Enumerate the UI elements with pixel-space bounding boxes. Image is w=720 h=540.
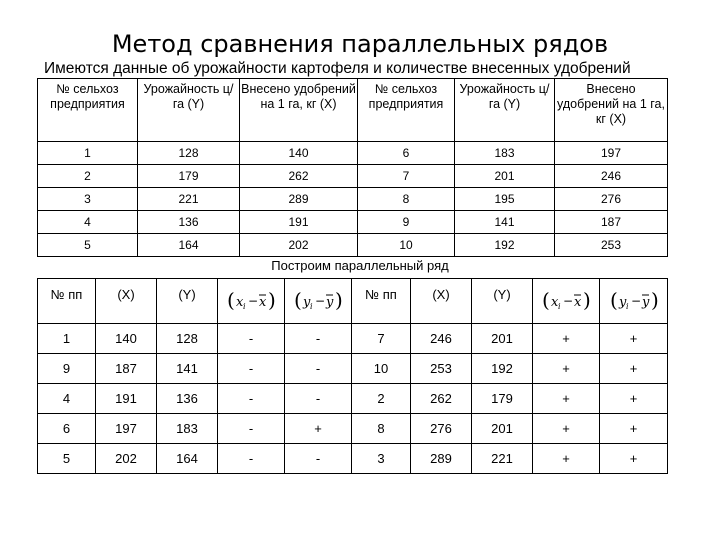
table-cell: 5	[38, 444, 96, 474]
table-cell: 8	[352, 414, 411, 444]
table-cell: 9	[38, 354, 96, 384]
table-row	[38, 234, 668, 257]
table-row	[38, 354, 668, 384]
table-cell: 192	[472, 354, 533, 384]
table-cell: 187	[555, 211, 668, 234]
table-cell: 2	[352, 384, 411, 414]
data-table	[37, 78, 668, 257]
svg-text:i: i	[243, 302, 246, 311]
svg-text:x: x	[551, 295, 559, 310]
table-cell: 183	[157, 414, 218, 444]
table-cell: 191	[96, 384, 157, 414]
svg-text:y: y	[641, 295, 649, 310]
table-cell: 5	[38, 234, 138, 257]
table-cell: +	[533, 324, 600, 354]
table-cell: 202	[96, 444, 157, 474]
table-cell: 2	[38, 165, 138, 188]
col-header-index: № пп	[352, 279, 411, 324]
table-cell: +	[533, 354, 600, 384]
table-cell: 128	[138, 142, 240, 165]
table-cell: 179	[472, 384, 533, 414]
svg-text:): )	[650, 288, 659, 312]
svg-text:(: (	[542, 288, 550, 312]
table-cell: 1	[38, 324, 96, 354]
table-cell: 195	[455, 188, 555, 211]
table-row	[38, 414, 668, 444]
table-cell: 253	[411, 354, 472, 384]
table-cell: -	[218, 354, 285, 384]
svg-text:y: y	[618, 295, 626, 310]
table-cell: 191	[240, 211, 358, 234]
svg-text:(: (	[227, 288, 235, 312]
table-cell: 10	[352, 354, 411, 384]
table-cell: 201	[472, 324, 533, 354]
table-cell: 3	[352, 444, 411, 474]
table-cell: 6	[358, 142, 455, 165]
table-cell: +	[600, 414, 668, 444]
table-cell: 201	[455, 165, 555, 188]
col-header-yield: Урожайность ц/га (Y)	[138, 79, 240, 142]
svg-text:x: x	[259, 295, 267, 310]
table-cell: 202	[240, 234, 358, 257]
table-cell: -	[285, 444, 352, 474]
table-cell: 192	[455, 234, 555, 257]
table-cell: -	[285, 384, 352, 414]
table-cell: +	[533, 414, 600, 444]
table-cell: +	[600, 324, 668, 354]
svg-text:y: y	[326, 295, 334, 310]
table-cell: +	[285, 414, 352, 444]
svg-text:i: i	[625, 302, 629, 311]
col-header-fertilizer: Внесено удобрений на 1 га, кг (X)	[240, 79, 358, 142]
table-row	[38, 444, 668, 474]
table-cell: 7	[352, 324, 411, 354]
table-header-row	[38, 79, 668, 142]
table-cell: 276	[411, 414, 472, 444]
svg-text:y: y	[303, 295, 311, 310]
table-row	[38, 324, 668, 354]
table-cell: 4	[38, 211, 138, 234]
y-deviation-formula-icon	[292, 287, 344, 315]
svg-text:−: −	[630, 294, 641, 308]
table-cell: 289	[411, 444, 472, 474]
col-header-farm: № сельхоз предприятия	[358, 79, 455, 142]
table-cell: 3	[38, 188, 138, 211]
svg-text:−: −	[315, 294, 326, 308]
table-cell: 140	[240, 142, 358, 165]
table-cell: 246	[411, 324, 472, 354]
section-caption: Построим параллельный ряд	[271, 258, 449, 273]
table-cell: 128	[157, 324, 218, 354]
table-cell: 183	[455, 142, 555, 165]
table-cell: 197	[555, 142, 668, 165]
table-cell: 136	[157, 384, 218, 414]
table-cell: -	[285, 354, 352, 384]
col-header-y-deviation	[285, 279, 352, 324]
table-cell: 179	[138, 165, 240, 188]
table-cell: 141	[455, 211, 555, 234]
table-cell: -	[285, 324, 352, 354]
table-row	[38, 211, 668, 234]
col-header-fertilizer: Внесено удобрений на 1 га, кг (X)	[555, 79, 668, 142]
table-row	[38, 165, 668, 188]
table-cell: +	[600, 384, 668, 414]
table-row	[38, 188, 668, 211]
col-header-y-deviation	[600, 279, 668, 324]
table-row	[38, 142, 668, 165]
col-header-yield: Урожайность ц/га (Y)	[455, 79, 555, 142]
table-cell: 197	[96, 414, 157, 444]
page-subtitle: Имеются данные об урожайности картофеля и количестве внесенных удобрений	[44, 60, 631, 77]
col-header-x-deviation	[533, 279, 600, 324]
table-cell: 221	[138, 188, 240, 211]
table-cell: 136	[138, 211, 240, 234]
table-cell: -	[218, 414, 285, 444]
col-header-farm: № сельхоз предприятия	[38, 79, 138, 142]
table-cell: 10	[358, 234, 455, 257]
table-header-row	[38, 279, 668, 324]
svg-text:i: i	[310, 302, 313, 311]
svg-text:−: −	[563, 294, 574, 308]
svg-text:): )	[268, 288, 276, 312]
svg-text:(: (	[294, 288, 302, 312]
table-cell: -	[218, 444, 285, 474]
table-cell: +	[600, 354, 668, 384]
table-cell: 276	[555, 188, 668, 211]
table-cell: 164	[157, 444, 218, 474]
table-cell: 4	[38, 384, 96, 414]
table-cell: 8	[358, 188, 455, 211]
svg-text:i: i	[558, 302, 561, 311]
col-header-x: (X)	[411, 279, 472, 324]
table-cell: 289	[240, 188, 358, 211]
col-header-x-deviation	[218, 279, 285, 324]
table-cell: 141	[157, 354, 218, 384]
col-header-y: (Y)	[157, 279, 218, 324]
x-deviation-formula-icon	[540, 287, 592, 315]
svg-text:): )	[583, 288, 591, 312]
col-header-x: (X)	[96, 279, 157, 324]
table-cell: +	[533, 444, 600, 474]
table-cell: +	[533, 384, 600, 414]
table-cell: 1	[38, 142, 138, 165]
svg-text:−: −	[248, 294, 259, 308]
table-cell: -	[218, 324, 285, 354]
col-header-index: № пп	[38, 279, 96, 324]
table-cell: 7	[358, 165, 455, 188]
svg-text:x: x	[574, 295, 582, 310]
table-cell: 246	[555, 165, 668, 188]
x-deviation-formula-icon	[225, 287, 277, 315]
table-cell: 140	[96, 324, 157, 354]
col-header-y: (Y)	[472, 279, 533, 324]
parallel-series-table	[37, 278, 668, 474]
table-cell: 9	[358, 211, 455, 234]
table-cell: 201	[472, 414, 533, 444]
svg-text:x: x	[236, 295, 244, 310]
page-title: Метод сравнения параллельных рядов	[111, 30, 609, 58]
table-cell: -	[218, 384, 285, 414]
table-row	[38, 384, 668, 414]
table-cell: 187	[96, 354, 157, 384]
table-cell: 262	[240, 165, 358, 188]
y-deviation-formula-icon	[608, 287, 660, 315]
table-cell: 221	[472, 444, 533, 474]
svg-text:(: (	[609, 288, 618, 312]
table-cell: 6	[38, 414, 96, 444]
table-cell: 262	[411, 384, 472, 414]
table-cell: 164	[138, 234, 240, 257]
table-cell: +	[600, 444, 668, 474]
svg-text:): )	[335, 288, 343, 312]
table-cell: 253	[555, 234, 668, 257]
